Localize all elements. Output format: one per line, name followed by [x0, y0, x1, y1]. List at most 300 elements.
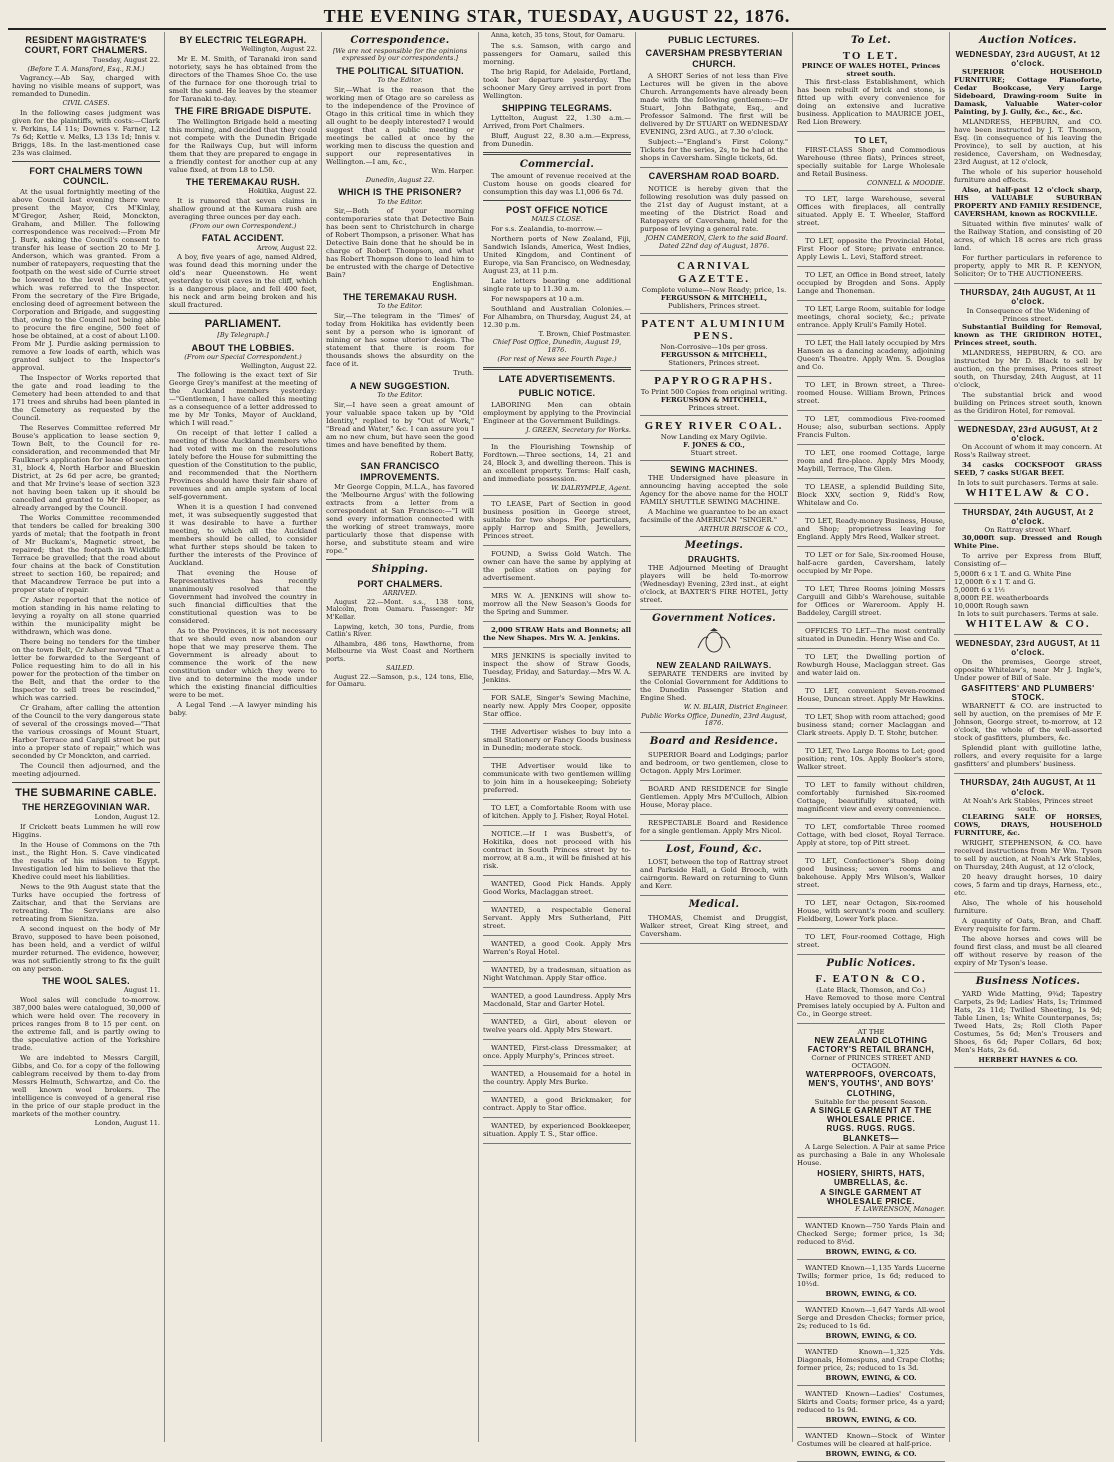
subheading: CIVIL CASES. [62, 99, 110, 108]
byline: To the Editor. [377, 76, 423, 85]
article-paragraph: The amount of revenue received at the Custom house on goods cleared for consumption this day was L1,006 6s 7d. [483, 171, 631, 196]
ad-text: WANTED, by experienced Bookkeeper, situation. Apply T. S., Star office. [483, 1122, 631, 1139]
headline-lobbies: ABOUT THE LOBBIES. [191, 342, 295, 353]
ad-headline: GASFITTERS' AND PLUMBERS' STOCK. [961, 683, 1095, 703]
ad-signature: W. N. BLAIR, District Engineer. [683, 703, 788, 712]
advertisement [797, 1220, 945, 1260]
ad-signature: BROWN, EWING, & CO. [825, 1247, 917, 1256]
ad-signature: CONNELL & MOODIE. [867, 178, 945, 187]
shipping-entry: August 22.—Samson, p.s., 124 tons, Elie, for Oamaru. [326, 672, 474, 689]
ad-text: Corner of PRINCES STREET AND OCTAGON. [811, 1054, 931, 1071]
ad-text: TO LET, in Brown street, a Three-roomed House. William Brown, Princes street. [797, 381, 945, 406]
ad-text: 20 heavy draught horses, 10 dairy cows, 5 farm and tip drays, Harness, etc., etc. [954, 872, 1102, 897]
article-paragraph: The Council then adjourned, and the meeting adjourned. [12, 761, 160, 778]
ad-text: Princes street. [688, 403, 740, 412]
ad-headline: PATENT ALUMINIUM PENS. [641, 317, 787, 343]
advertisement [797, 1388, 945, 1428]
advertisement [483, 964, 631, 988]
ad-headline: A SINGLE GARMENT AT WHOLESALE PRICE. [820, 1187, 922, 1206]
headline-teremakau-letter: THE TEREMAKAU RUSH. [342, 291, 458, 302]
advertisement [483, 878, 631, 902]
advertisement [640, 70, 788, 168]
notice-paragraph: Northern ports of New Zealand, Fiji, Sandwich Islands, America, West Indies, United Kingdom, and Continent of Europe, via San Francisco, on Wednesday, August 23, at 11 p.m. [483, 234, 631, 275]
advertisement [640, 749, 788, 781]
advertisement [797, 583, 945, 623]
headline-correspondence: Correspondence. [350, 35, 450, 46]
shipping-entry: August 22.—Mont. s.s., 138 tons, Malcolm, from Oamaru. Passenger: Mr M'Kellar. [326, 597, 474, 621]
headline-public-notices: Public Notices. [826, 958, 916, 970]
headline-parliament: PARLIAMENT. [204, 318, 282, 331]
ad-text: The whole of his superior household furniture and effects. [954, 168, 1102, 185]
notice-signature: T. Brown, Chief Postmaster. [538, 329, 631, 338]
headline-political: THE POLITICAL SITUATION. [336, 65, 464, 76]
ad-text: WANTED, a good Cook. Apply Mrs Warren's Royal Hotel. [483, 940, 631, 957]
article-paragraph: The Works Committee recommended that tenders be called for breaking 300 yards of metal; that the footpath in front of Mr Buckam's, Magnetic street, be repaired; that the footpath in Wickliffe Terrace be gravelled; that the road about four chains at the back of Constitution street to section 160, be repaired; and that Macandrew Terrace be put into a proper state of repair. [12, 513, 160, 594]
article-paragraph: Cr Asher reported that the notice of motion standing in his name relating to levying a royalty on all stone quarried within the municipality might be withdrawn, which was done. [12, 595, 160, 636]
article-paragraph: A Legal Tend .—A lawyer minding his baby. [169, 701, 317, 718]
dateline: August 11. [123, 985, 160, 994]
ad-signature: HERBERT HAYNES & CO. [978, 1056, 1078, 1065]
ad-text: TO LET, comfortable Three roomed Cottage, with bed closet, Royal Terrace. Apply at store, top of Pitt street. [797, 823, 945, 848]
lumber-line: 10,000ft Rough sawn [954, 602, 1029, 611]
lumber-line: 5,000ft 6 x 1 T. and G. White Pine [954, 570, 1072, 579]
newspaper-title: THE EVENING STAR, TUESDAY, AUGUST 22, 1876. [323, 6, 791, 26]
article-paragraph: There being no tenders for the timber on the town Belt, Cr Asher moved "That a letter be forwarded to the Sergeant of Police requesting him to do all in his power for the protection of the timber on the Belt, and that the order to the Inspector to sell trees be rescinded," which was carried. [12, 637, 160, 702]
ad-text: TO LET, an Office in Bond street, lately occupied by Brogden and Sons. Apply Lange and Thoneman. [797, 271, 945, 296]
ad-headline: SEWING MACHINES. [670, 464, 758, 474]
ad-text: Subject:—"England's First Colony." Tickets for the series, 2s, to be had at the shops in Caversham. Single tickets, 6d. [640, 138, 788, 163]
ad-text: TO LET, a Comfortable Room with use of kitchen. Apply to J. Fisher, Royal Hotel. [483, 804, 631, 821]
advertisement [483, 624, 631, 648]
ad-text: BOARD AND RESIDENCE for Single Gentlemen. Apply Mrs M'Culloch, Albion House, Moray place. [640, 784, 788, 809]
ad-signature: BROWN, EWING, & CO. [825, 1289, 917, 1298]
ad-text: In lots to suit purchasers. Terms at sale. [957, 479, 1099, 488]
letter-paragraph: Sir,—The telegram in the 'Times' of today from Hokitika has evidently been sent by a person who is ignorant of mining or has some ulterior design. The statement that there is room for thousands shows the absurdity on the face of it. [326, 312, 474, 369]
advertisement [640, 463, 788, 538]
advertisement [797, 515, 945, 547]
ad-text: WANTED, Good Pick Hands. Apply Good Works, Maclaggan street. [483, 880, 631, 897]
lumber-line: 8,000ft P.E. weatherboards [954, 594, 1049, 603]
advertisement [954, 48, 1102, 285]
notice-paragraph: For s.s. Zealandia, to-morrow.— [491, 224, 603, 233]
dateline: Wellington, August 22. [240, 45, 317, 54]
ad-text: LABORING Men can obtain employment by applying to the Provincial Engineer at the Government Buildings. [483, 401, 631, 426]
ad-text: THE Undersigned have pleasure in announcing having accepted the sole Agency for the above name for the HOLT FAMILY SHUTTLE SEWING MACHINE. [640, 473, 788, 506]
ad-signature: BROWN, EWING, & CO. [825, 1331, 917, 1340]
ad-text: Have Removed to those more Central Premises lately occupied by A. Fulton and Co., in George street. [797, 993, 945, 1018]
ad-headline: HOSIERY, SHIRTS, HATS, UMBRELLAS, &c. [817, 1168, 925, 1188]
dateline: Dated 22nd day of August, 1876. [658, 242, 770, 251]
column-7 [949, 32, 1106, 1442]
ad-text: Stuart street. [690, 448, 738, 457]
ad-text: TO LET, opposite the Provincial Hotel, First Floor of Store; private entrance. Apply Lewis L. Levi, Stafford street. [797, 237, 945, 262]
ad-text: Also, at half-past 12 o'clock sharp, HIS VALUABLE SUBURBAN PROPERTY AND FAMILY RESIDENCE, CAVERSHAM, known as ROCKVILLE. [954, 186, 1102, 219]
column-2 [164, 32, 321, 1442]
ad-text: WANTED, First-class Dressmaker, at once. Apply Murphy's, Princes street. [483, 1044, 631, 1061]
advertisement [797, 897, 945, 929]
advertisement [797, 193, 945, 233]
ad-text: LOST, between the top of Rattray street and Parkside Hall, a Gold Brooch, with cairngorm. Reward on returning to Gunn and Kerr. [640, 858, 788, 891]
article-paragraph: As to the Provinces, it is not necessary that we should even now abandon our hope that we may preserve them. The Government is already about to commence the work of the new constitution under which they were to live and to determine the mode under which the existing financial difficulties were to be met. [169, 627, 317, 700]
advertisement [797, 134, 945, 191]
advertisement [483, 802, 631, 826]
headline-commercial: Commercial. [519, 158, 595, 170]
headline-post-office: POST OFFICE NOTICE [506, 204, 608, 215]
ad-text: RESPECTABLE Board and Residence for a single gentleman. Apply Mrs Nicol. [640, 818, 788, 835]
ad-text: WANTED Known—1,325 Yds. Diagonals, Homespuns, and Crape Cloths; former price, 2s; reduced to 1s 3d. [797, 1347, 945, 1372]
letter-paragraph: Sir,—Both of your morning contemporaries state that Detective Bain has been sent to Christchurch in charge of Robert Thompson, a prisoner. What has Detective Bain done that he should be in charge of Robert Thompson, and what has Robert Thompson done to lead him to be entrusted with the charge of Detective Bain? [326, 207, 474, 280]
ad-headline: WEDNESDAY, 23rd AUGUST, At 2 o'clock. [958, 424, 1098, 443]
ad-text: 34 casks COCKSFOOT GRASS SEED, 7 casks SUGAR BEET. [954, 461, 1102, 478]
ad-headline: GREY RIVER COAL. [644, 419, 784, 432]
ad-text: A Machine we guarantee to be an exact facsimile of the AMERICAN "SINGER." [640, 507, 788, 524]
column-6 [792, 32, 949, 1458]
ad-text: Non-Corrosive—10s per gross. [660, 343, 768, 352]
headline-shipping-telegrams: SHIPPING TELEGRAMS. [501, 102, 613, 113]
ad-text: Splendid plant with guillotine lathe, rollers, and every requisite for a large gasfitters' and plumbers' business. [954, 744, 1102, 769]
article-paragraph: News to the 9th August state that the Turks have occupied the fortress of Zaitschar, and that the Servians are retreating. The Servians are also retreating from Sienitza. [12, 882, 160, 923]
ad-text: Complete volume—Now Ready; price, 1s. [641, 285, 787, 294]
headline-wool: THE WOOL SALES. [42, 975, 130, 986]
ad-headline: WHITELAW & CO. [965, 618, 1091, 631]
article-paragraph: On receipt of that letter I called a meeting of those Auckland members who had voted with me on the resolutions lately before the House for submitting the question of the Constitution to the public, and recommended that the Northern Provinces should have their fair share of revenues and an ample system of local self-government. [169, 429, 317, 502]
headline-auction-notices: Auction Notices. [979, 35, 1077, 46]
ad-signature: ARTHUR BRISCOE & CO., [699, 524, 788, 533]
advertisement [954, 988, 1102, 1068]
subheading: MAILS CLOSE. [531, 215, 583, 223]
advertisement [797, 1346, 945, 1386]
advertisement [640, 316, 788, 372]
ad-text: TO LET, one roomed Cottage, large room and fire-place. Apply Mrs Moody, Maybill, Terrace, The Glen. [797, 449, 945, 474]
dateline: Chief Post Office, Dunedin, August 19, 1876. [492, 338, 622, 354]
ad-headline: THURSDAY, 24th AUGUST, At 11 o'clock. [960, 288, 1096, 307]
ad-text: TO LET to family without children, comfortably furnished Six-roomed Cottage, beautifully situated, with magnificent view and every convenience. [797, 781, 945, 814]
headline-teremakau: THE TEREMAKAU RUSH. [185, 176, 301, 187]
advertisement [640, 856, 788, 896]
article-paragraph: The Reserves Committee referred Mr Bouse's application to lease section 9, Town Belt, to the Council for re-consideration, and recommended that Mr Faulkner's application for lease of section 31, block 4, North Harbor and Blueskin District, at 2s 6d per acre, be granted; and that Mr Irvine's lease of section 323 not having been taken up it should be cancelled and granted to Mr Hooper, as already arranged by the Council. [12, 423, 160, 512]
editorial-note: (For rest of News see Fourth Page.) [497, 354, 617, 363]
ad-text: 2,000 STRAW Hats and Bonnets; all the New Shapes. Mrs W. A. Jenkins. [483, 626, 631, 643]
ad-text: SUPERIOR Board and Lodgings; parlor and bedroom, or two gentlemen, close to Octagon. Apply Mrs Lorimer. [640, 750, 788, 775]
headline-government-notices: Government Notices. [652, 613, 776, 625]
ad-text: The substantial brick and wood building on Princes street south, known as the Gridiron Hotel, for removal. [954, 390, 1102, 415]
ad-text: MLANDRESS, HEPBURN, & CO. are instructed by Mr D. Black to sell by auction, on the premises, Princes street south, on Thursday, 24th August, at 11 o'clock, [954, 348, 1102, 389]
ad-text: 30,000ft sup. Dressed and Rough White Pine. [954, 534, 1102, 551]
ad-headline: PAPYROGRAPHS. [654, 375, 774, 388]
advertisement [483, 441, 631, 497]
headline-telegraph: BY ELECTRIC TELEGRAPH. [179, 35, 307, 45]
article-paragraph: A second inquest on the body of Mr Bravo, supposed to have been poisoned, has been held, and a verdict of wilful murder returned. The evidence, however, was not sufficiently strong to fix the guilt on any person. [12, 924, 160, 973]
ad-text: WBARNETT & CO. are instructed to sell by auction, on the premises of Mr F. Johnson, George street, to-morrow, at 12 o'clock, the whole of the well-assorted stock of gasfitters, plumbers, &c. [954, 702, 1102, 743]
ad-text: WANTED, a good Brickmaker, for contract. Apply to Star office. [483, 1096, 631, 1113]
column-1 [8, 32, 164, 1442]
ad-text: FIRST-CLASS Shop and Commodious Warehouse (three flats), Princes street, specially suitable for Large Wholesale and Retail Business. [797, 145, 945, 178]
ad-text: At Noah's Ark Stables, Princes street south. [963, 796, 1093, 813]
article-paragraph: The following is the exact text of Sir George Grey's manifest at the meeting of the Auckland members yesterday:—"Gentlemen, I have called this meeting as a consequence of a letter addressed to me by Mr Tonks, Mayor of Auckland, which I will read." [169, 371, 317, 428]
ad-headline: WHITELAW & CO. [965, 487, 1091, 500]
ad-text: TO LET, convenient Seven-roomed House, Duncan street. Apply Mr Hawkins. [797, 687, 945, 704]
advertisement [483, 399, 631, 439]
ad-text: In the Flourishing Township of Fordtown.—Three sections, 14, 21 and 24, Block 3, and dwelling thereon. This is an excellent property. Terms: Half cash, and immediate possession. [483, 442, 631, 483]
letter-paragraph: Sir,—What is the reason that the working men of Otago are so careless as to the independence of the Province of Otago in this critical time in which they all ought to be deeply interested? I would suggest that a public meeting or meetings be called at once by the working men to discuss the question and support our representatives in Wellington.—I am, &c., [326, 85, 474, 166]
article-paragraph: When it is a question I had convened met, it was subsequently suggested that it was desirable to have a further meeting, to which all the Auckland members should be called, to consider what further steps should be taken to further the interests of the Province of Auckland. [169, 503, 317, 568]
ad-text: TO LEASE, Part of Section in good business position in George street, suitable for two shops. For particulars, apply Harrop and Smith, Jewellers, Princes street. [483, 500, 631, 541]
headline-lost-found: Lost, Found, &c. [665, 843, 763, 855]
ad-text: FERGUSSON & MITCHELL, [660, 395, 768, 404]
advertisement [483, 1094, 631, 1118]
ad-text: WANTED, a respectable General Servant. Apply Mrs Sutherland, Pitt street. [483, 906, 631, 931]
column-4 [478, 32, 635, 1442]
article-paragraph: In the House of Commons on the 7th inst., the Right Hon. S. Cave vindicated the results of his mission to Egypt. Investigation led him to believe that the Khedive could meet his liabilities. [12, 840, 160, 881]
advertisement [483, 1120, 631, 1144]
ad-text: NOTICE is hereby given that the following resolution was duly passed on the 21st day of August instant, at a meeting of the District Road and Ratepayers of Caversham, held for the purpose of levying a general rate. [640, 184, 788, 233]
editorial-note: [We are not responsible for the opinions expressed by our correspondents.] [332, 46, 468, 63]
advertisement [640, 418, 788, 461]
ad-text: CLEARING SALE OF HORSES, COWS, DRAYS, HOUSEHOLD FURNITURE, &c. [954, 812, 1102, 837]
ad-signature: J. GREEN, Secretary for Works. [525, 426, 631, 435]
ad-text: Stationers, Princes street. [668, 359, 760, 368]
advertisement [797, 447, 945, 479]
article-paragraph: The Wellington Brigade held a meeting this morning, and decided that they could not compete with the Dunedin Brigade for the Railways Cup, but will inform them that they are prepared to engage in a friendly contest for another cup at any value fixed, at from L8 to L50. [169, 117, 317, 174]
headline-fatal-accident: FATAL ACCIDENT. [201, 233, 285, 244]
ad-text: A Large Selection. A Pair at same Price as purchasing a Bale in any Wholesale House. [797, 1142, 945, 1167]
headline-lectures: PUBLIC LECTURES. [668, 35, 760, 45]
ad-headline: TO LET, [854, 136, 888, 146]
letter-signature: Truth. [453, 369, 474, 378]
dateline: Hokitika, August 22. [248, 186, 317, 195]
ad-text: FERGUSSON & MITCHELL, [660, 351, 768, 360]
ad-text: YARD Wide Matting, 9¾d; Tapestry Carpets, 2s 9d; Ladies' Hats, 1s; Trimmed Hats, 2s 11d; Twilled Sheeting, 1s 9d; Table Linen, 1s; White Counterpanes, 5s; Tweed Hats, 2s; Roll Cloth Paper Costumes, 5s 6d; Men's Trousers and Shoes, 6s 6d; Paper Collars, 6d box; Men's Hats, 2s 6d. [954, 990, 1102, 1055]
lumber-line: 12,000ft 6 x 1 T. and G. [954, 578, 1036, 587]
ad-headline: CARNIVAL GAZETTE. [677, 260, 751, 285]
advertisement [797, 1026, 945, 1218]
advertisement [797, 779, 945, 819]
ad-signature: BROWN, EWING, & CO. [825, 1373, 917, 1382]
article-paragraph: The s.s. Samson, with cargo and passengers for Oamaru, sailed this morning. [483, 41, 631, 66]
shipping-entry: Lapwing, ketch, 30 tons, Purdie, from Catlin's River. [326, 622, 474, 639]
headline-cable: THE SUBMARINE CABLE. [15, 786, 157, 799]
headline-san-francisco: SAN FRANCISCO IMPROVEMENTS. [360, 461, 440, 482]
advertisement [640, 912, 788, 944]
headline-council: FORT CHALMERS TOWN COUNCIL. [29, 165, 143, 187]
headline-suggestion: A NEW SUGGESTION. [350, 380, 450, 391]
ad-text: MRS JENKINS is specially invited to inspect the show of Straw Goods, Tuesday, Friday, and Saturday.—Mrs W. A. Jenkins. [483, 652, 631, 685]
headline-to-let: To Let. [850, 35, 892, 46]
subheading: SAILED. [385, 664, 415, 673]
advertisement [483, 548, 631, 588]
dateline: London, August 11. [94, 1118, 160, 1127]
advertisement [797, 48, 945, 133]
ad-headline: NEW ZEALAND CLOTHING FACTORY'S RETAIL BRANCH, [807, 1035, 935, 1054]
advertisement [483, 760, 631, 800]
ad-text: Also, The whole of his household furniture. [954, 898, 1102, 915]
headline-medical: Medical. [688, 899, 740, 911]
advertisement [483, 692, 631, 724]
ad-text: For further particulars in reference to property, apply to MR R. P. KENYON, Solicitor; Or to THE AUCTIONEERS. [954, 254, 1102, 279]
headline-shipping: Shipping. [371, 564, 429, 576]
advertisement [954, 286, 1102, 421]
headline-road-board: CAVERSHAM ROAD BOARD. [648, 171, 780, 182]
shipping-entry: Anna, ketch, 35 tons, Stout, for Oamaru. [491, 31, 625, 39]
article-paragraph: If Crickett beats Lummen he will row Higgins. [12, 822, 160, 839]
advertisement [797, 549, 945, 581]
ad-text: TO LET, Two Large Rooms to Let; good position; rent, 10s. Apply Booker's store, Walker street. [797, 747, 945, 772]
ad-text: WANTED Known—1,647 Yards All-wool Serge and Dresden Checks; former price, 2s; reduced to 1s 6d. [797, 1305, 945, 1330]
ad-headline: THURSDAY, 24th AUGUST, At 11 o'clock. [960, 778, 1096, 797]
ad-text: SUPERIOR HOUSEHOLD FURNITURE; Cottage Pianoforte, Cedar Bookcase, Very Large Sideboard, Drawing-room Suite in Damask, Valuable Water-color Painting, by J. Gully, &c., &c., &c. [954, 68, 1102, 117]
ad-text: Suitable for the present Season. [814, 1097, 928, 1106]
ad-headline: NEW ZEALAND RAILWAYS. [656, 660, 772, 670]
dateline: Public Works Office, Dunedin, 23rd August, 1876. [641, 711, 787, 728]
advertisement [640, 783, 788, 815]
advertisement [797, 821, 945, 853]
advertisement [797, 685, 945, 709]
ad-text: OFFICES TO LET—The most centrally situated in Dunedin. Henry Wise and Co. [797, 627, 945, 644]
ad-text: WANTED, by a tradesman, situation as Night Watchman. Apply Star office. [483, 966, 631, 983]
lumber-line: 5,000ft 6 x 1½ [954, 586, 1005, 595]
article-paragraph: Bluff, August 22, 8.30 a.m.—Express, from Dunedin. [483, 131, 631, 148]
article-paragraph: That evening the House of Representatives has recently unanimously resolved that the Government had involved the country in such financial difficulties that the constitutional question was to be considered. [169, 569, 317, 626]
dateline: London, August 12. [94, 812, 160, 821]
ad-text: WANTED Known—1,135 Yards Lucerne Twills; former price, 1s 6d; reduced to 10½d. [797, 1263, 945, 1288]
advertisement [483, 938, 631, 962]
advertisement [797, 1430, 945, 1462]
advertisement [797, 971, 945, 1024]
ad-headline: WEDNESDAY, 23rd AUGUST, At 11 o'clock. [955, 639, 1101, 658]
article-paragraph: We are indebted to Messrs Cargill, Gibbs, and Co. for a copy of the following cablegram received by them to-day from Messrs Helmuth, Schwartze, and Co. the well known wool brokers. The intelligence is conveyed of a general rise in the price of our staple product in the markets of the mother country. [12, 1053, 160, 1118]
ad-text: TO LET, near Octagon, Six-roomed House, with servant's room and scullery. Fieldberg, Lower York place. [797, 899, 945, 924]
ad-text: TO LET, Three Rooms joining Messrs Carguill and Gibb's Warehouse, suitable for Offices or Wareroom. Apply H. Baddeley, Cargill street. [797, 585, 945, 618]
advertisement [797, 379, 945, 411]
ad-signature: BROWN, EWING, & CO. [825, 1449, 917, 1458]
advertisement [797, 855, 945, 895]
ad-text: TO LET, Confectioner's Shop doing good business; seven rooms and bakehouse. Apply Mrs Wilson's, Walker street. [797, 857, 945, 890]
byline: To the Editor. [377, 197, 423, 206]
masthead [8, 6, 1106, 30]
article-paragraph: In the following cases judgment was given for the plaintiffs, with costs:—Clark v. Perkins, L4 11s; Downes v. Farner, L2 7s 6d; Kettle v. Melks, L3 13s 1d; Innis v. Briggs, 18s. In the last-mentioned case 23s was claimed. [12, 108, 160, 157]
ad-text: WANTED, a good Laundress. Apply Mrs Macdonald, Star and Garter Hotel. [483, 992, 631, 1009]
article-paragraph: Mr E. M. Smith, of Taranaki iron sand notoriety, says he has obtained from the directors of the Thames Shoe Co. the use of the furnace for one thorough trial to smelt the sand. He leaves by the steamer for Taranaki to-day. [169, 55, 317, 104]
byline: (From our own Correspondent.) [189, 221, 297, 230]
ad-headline: TO LET. [842, 49, 900, 62]
ad-text: TO LET, Ready-money Business, House, and Shop; proprietress leaving for England. Apply Mrs Reed, Walker street. [797, 517, 945, 542]
ad-headline: WATERPROOFS, OVERCOATS, MEN'S, YOUTHS', AND BOYS' CLOTHING, [805, 1070, 937, 1098]
ad-signature: BROWN, EWING, & CO. [825, 1415, 917, 1424]
advertisement [797, 651, 945, 683]
ad-text: TO LET or for Sale, Six-roomed House, half-acre garden, Caversham, lately occupied by Mr Pope. [797, 551, 945, 576]
ad-signature: F. LAWRENSON, Manager. [855, 1205, 945, 1214]
ad-text: FOUND, a Swiss Gold Watch. The owner can have the same by applying at the police station on paying for advertisement. [483, 550, 631, 583]
ad-headline: BLANKETS— [842, 1133, 900, 1143]
ad-text: WANTED Known—Stock of Winter Costumes will be cleared at half-price. [797, 1431, 945, 1448]
article-paragraph: The brig Rapid, for Adelaide, Portland, took her departure yesterday. The schooner Mary Grey arrived in port from Wellington. [483, 67, 631, 100]
advertisement [797, 481, 945, 513]
byline: (From our Special Correspondent.) [184, 353, 302, 362]
headline-fire-brigade: THE FIRE BRIGADE DISPUTE. [174, 106, 312, 117]
letter-signature: Wm. Harper. [431, 166, 474, 175]
headline-port: PORT CHALMERS. [357, 578, 443, 589]
headline-late-ads: LATE ADVERTISEMENTS. [498, 374, 616, 385]
ad-text: TO LET, Large Room, suitable for lodge meetings, choral society, &c.; private entrance. Apply Kruli's Family Hotel. [797, 305, 945, 330]
dateline: Arrow, August 22. [256, 243, 317, 252]
ad-text: (Late Black, Thomson, and Co.) [816, 985, 926, 994]
advertisement [797, 1304, 945, 1344]
byline: To the Editor. [377, 391, 423, 400]
ad-text: A quantity of Oats, Bran, and Chaff. Every requisite for farm. [954, 916, 1102, 933]
article-paragraph: Wool sales will conclude to-morrow. 387,000 bales were catalogued, 30,000 of which were held over. The recovery in prices ranges from 8 to 15 per cent. on the extreme fall, and is partly owing to the speculative action of the Yorkshire trade. [12, 995, 160, 1052]
article-paragraph: Lyttelton, August 22, 1.30 a.m.—Arrived, from Port Chalmers. [483, 113, 631, 130]
ad-text: WANTED Known—750 Yards Plain and Checked Serge; former price, 1s 3d; reduced to 8½d. [797, 1221, 945, 1246]
advertisement [483, 498, 631, 546]
ad-text: To Print 500 Copies from original writing. [640, 387, 788, 396]
notice-paragraph: Southland and Australian Colonies.—For Alhambra, on Thursday, August 24, at 12.30 p.m. [483, 304, 631, 329]
ad-text: TO LEASE, a splendid Building Site, Block XXV, section 9, Ridd's Row, Whitelaw and Co. [797, 483, 945, 508]
advertisement [797, 711, 945, 743]
advertisement [483, 1016, 631, 1040]
advertisement [954, 637, 1102, 774]
letter-signature: Robert Batty, [430, 449, 474, 458]
article-paragraph: At the usual fortnightly meeting of the above Council last evening there were present the Mayor, Crs M'Kinlay, M'Gregor, Asher, Reid, Monckton, Graham, and Miller. The following correspondence was received:—From Mr J. Burk, asking the Council's consent to transfer his lease of section 20 to Mr J. Anderson, which was granted. From a number of ratepayers, requesting that the footpath on the west side of Currie street be lowered to the level of the street, which was referred to the Inspector. From the secretary of the Fire Brigade, enclosing deed of agreement between the Corporation and Brigade, and suggesting that, owing to the Council not being able to procure the fire engine, 500 feet of hose be obtained, at a cost of about L100. From Mr J. Purdie asking permission to remove a few loads of earth, which was granted subject to the Inspector's approval. [12, 187, 160, 372]
ad-text: Substantial Building for Removal, known as THE GRIDIRON HOTEL, Princes street, south. [954, 322, 1102, 347]
headline-caversham-church: CAVERSHAM PRESBYTERIAN CHURCH. [645, 48, 783, 69]
advertisement [797, 745, 945, 777]
ad-text: TO LET, large Warehouse, several Offices with fireplaces, all centrally situated. Apply E. T. Wheeler, Stafford street. [797, 195, 945, 228]
ad-headline: WEDNESDAY, 23rd AUGUST, At 12 o'clock. [955, 49, 1101, 68]
notice-paragraph: Late letters bearing one additional single rate up to 11.30 a.m. [483, 276, 631, 293]
ad-text: WANTED, a Girl, about eleven or twelve years old. Apply Mrs Stewart. [483, 1018, 631, 1035]
coat-of-arms-icon [640, 628, 788, 656]
letter-signature: Englishman. [432, 280, 474, 289]
ad-text: F. JONES & CO., [683, 440, 745, 449]
advertisement [797, 931, 945, 955]
advertisement [797, 269, 945, 301]
ad-text: Now Landing ex Mary Ogilvie. [660, 432, 768, 441]
dateline: Wellington, August 22. [240, 361, 317, 370]
byline: To the Editor. [377, 302, 423, 311]
article-paragraph: The Inspector of Works reported that the gate and road leading to the Cemetery had been attended to and that 171 trees and shrubs had been planted in the Cemetery as requested by the Council. [12, 373, 160, 422]
advertisement [797, 625, 945, 649]
ad-headline: RUGS. RUGS. RUGS. [826, 1124, 916, 1134]
ad-text: THE Advertiser would like to communicate with two gentlemen willing to join him in a housekeeping; Sobriety preferred. [483, 762, 631, 795]
ad-text: MLANDRESS, HEPBURN, and CO. have been instructed by J. T. Thomson, Esq. (in consequence of his leaving the Province), to sell by auction, at his residence, Caversham, on Wednesday, 23rd August, at 12 o'clock, [954, 118, 1102, 167]
advertisement [483, 904, 631, 936]
column-5 [635, 32, 792, 1442]
advertisement [797, 235, 945, 267]
notice-paragraph: For newspapers at 10 a.m. [491, 294, 585, 303]
ad-text: In Consequence of the Widening of Princes street. [966, 306, 1090, 323]
ad-headline: DRAUGHTS. [687, 555, 741, 565]
advertisement [483, 590, 631, 622]
dateline: Dunedin, August 22. [365, 175, 435, 184]
advertisement [797, 303, 945, 335]
ad-text: FOR SALE, Singer's Sewing Machine, nearly new. Apply Mrs Cooper, opposite Star office. [483, 694, 631, 719]
advertisement [640, 258, 788, 314]
ad-text: To arrive per Express from Bluff, Consisting of— [954, 552, 1102, 569]
letter-paragraph: Sir,—I have seen a great amount of your valuable space taken up by "Old Identity," replied to by "Out of Work," "Bread and Water," &c. I can assure you I am no new chum, but have seen the good times and have benefited by them. [326, 400, 474, 449]
ad-headline: THURSDAY, 24th AUGUST, At 2 o'clock. [962, 507, 1094, 527]
ad-text: TO LET, Shop with room attached; good business stand; corner Maclaggan and Clark streets. Apply D. T. Stohr, butcher. [797, 713, 945, 738]
headline-war: THE HERZEGOVINIAN WAR. [21, 802, 151, 813]
advertisement [640, 183, 788, 256]
advertisement [483, 650, 631, 690]
ad-text: THE Advertiser wishes to buy into a small Stationery or Fancy Goods business in Dunedin; moderate stock. [483, 728, 631, 753]
ad-text: WRIGHT, STEPHENSON, & CO. have received instructions from Mr Wm. Tyson to sell by auction, at Noah's Ark Stables, on Thursday, 24th August, at 12 o'clock, [954, 838, 1102, 871]
ad-text: THOMAS, Chemist and Druggist, Walker street, Great King street, and Caversham. [640, 913, 788, 938]
advertisement [797, 413, 945, 445]
advertisement [483, 828, 631, 876]
advertisement [640, 373, 788, 416]
headline-board-residence: Board and Residence. [649, 736, 779, 748]
